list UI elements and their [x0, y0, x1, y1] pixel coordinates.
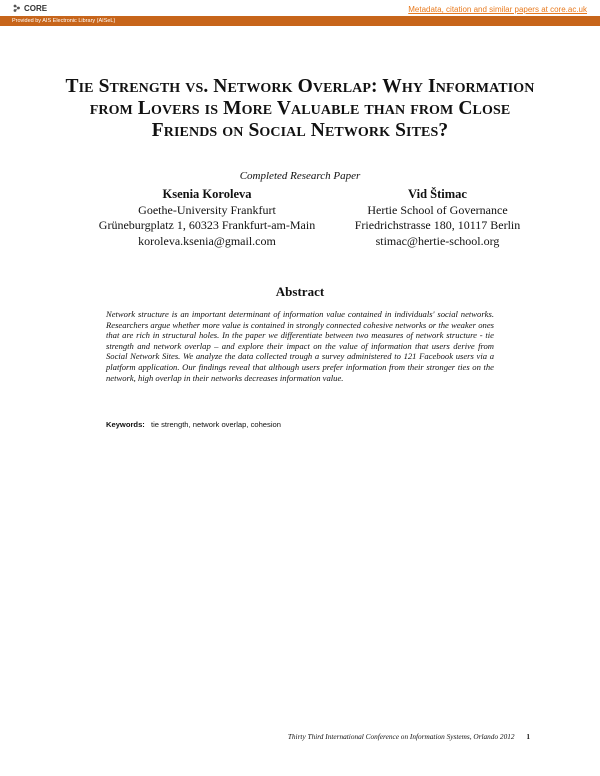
footer-conference: Thirty Third International Conference on Information Systems, Orlando 2012: [287, 732, 515, 741]
page-number: 1: [526, 732, 530, 741]
core-header: [0, 0, 600, 26]
author-address: Friedrichstrasse 180, 10117 Berlin: [354, 218, 521, 232]
page-footer: [160, 732, 530, 741]
keywords-label: Keywords:: [106, 420, 145, 429]
author-email[interactable]: stimac@hertie-school.org: [375, 233, 500, 248]
core-metadata-link[interactable]: Metadata, citation and similar papers at core.ac.uk: [408, 5, 587, 14]
abstract-body: Network structure is an important determinant of information value contained in individuals' social networks. Researchers argue whether more value is contained in strongly connected cohesive networks or the weaker ones that are rich in structural holes. In the paper we differentiate between two measures of network structure - tie strength and network overlap – and explore their impact on the value of information that users derive from Social Network Sites. We analyze the data collected trough a survey administered to 121 Facebook users via a platform application. Our findings reveal that although users prefer information from their stronger ties on the network, high overlap in their networks decreases information value.: [106, 309, 494, 383]
author-name: Ksenia Koroleva: [162, 187, 252, 201]
author-address: Grüneburgplatz 1, 60323 Frankfurt-am-Main: [98, 218, 316, 232]
author-block-2: [335, 187, 540, 249]
paper-title: Tie Strength vs. Network Overlap: Why Information from Lovers is More Valuable than from Close Friends on Social Network Sites?: [65, 76, 535, 141]
core-text: CORE: [24, 3, 48, 13]
core-logo[interactable]: [12, 3, 47, 13]
author-name: Vid Štimac: [408, 187, 467, 201]
author-email[interactable]: koroleva.ksenia@gmail.com: [138, 233, 276, 248]
keywords-value: tie strength, network overlap, cohesion: [150, 420, 281, 429]
author-affiliation: Goethe-University Frankfurt: [138, 202, 276, 217]
provided-by-banner: Provided by AIS Electronic Library (AISeL): [0, 16, 600, 26]
core-logo-icon: [12, 3, 22, 13]
paper-subtitle: Completed Research Paper: [239, 170, 361, 182]
keywords-line: [106, 420, 281, 429]
abstract-heading: Abstract: [275, 284, 325, 299]
author-block-1: [62, 187, 352, 249]
author-affiliation: Hertie School of Governance: [367, 202, 508, 217]
